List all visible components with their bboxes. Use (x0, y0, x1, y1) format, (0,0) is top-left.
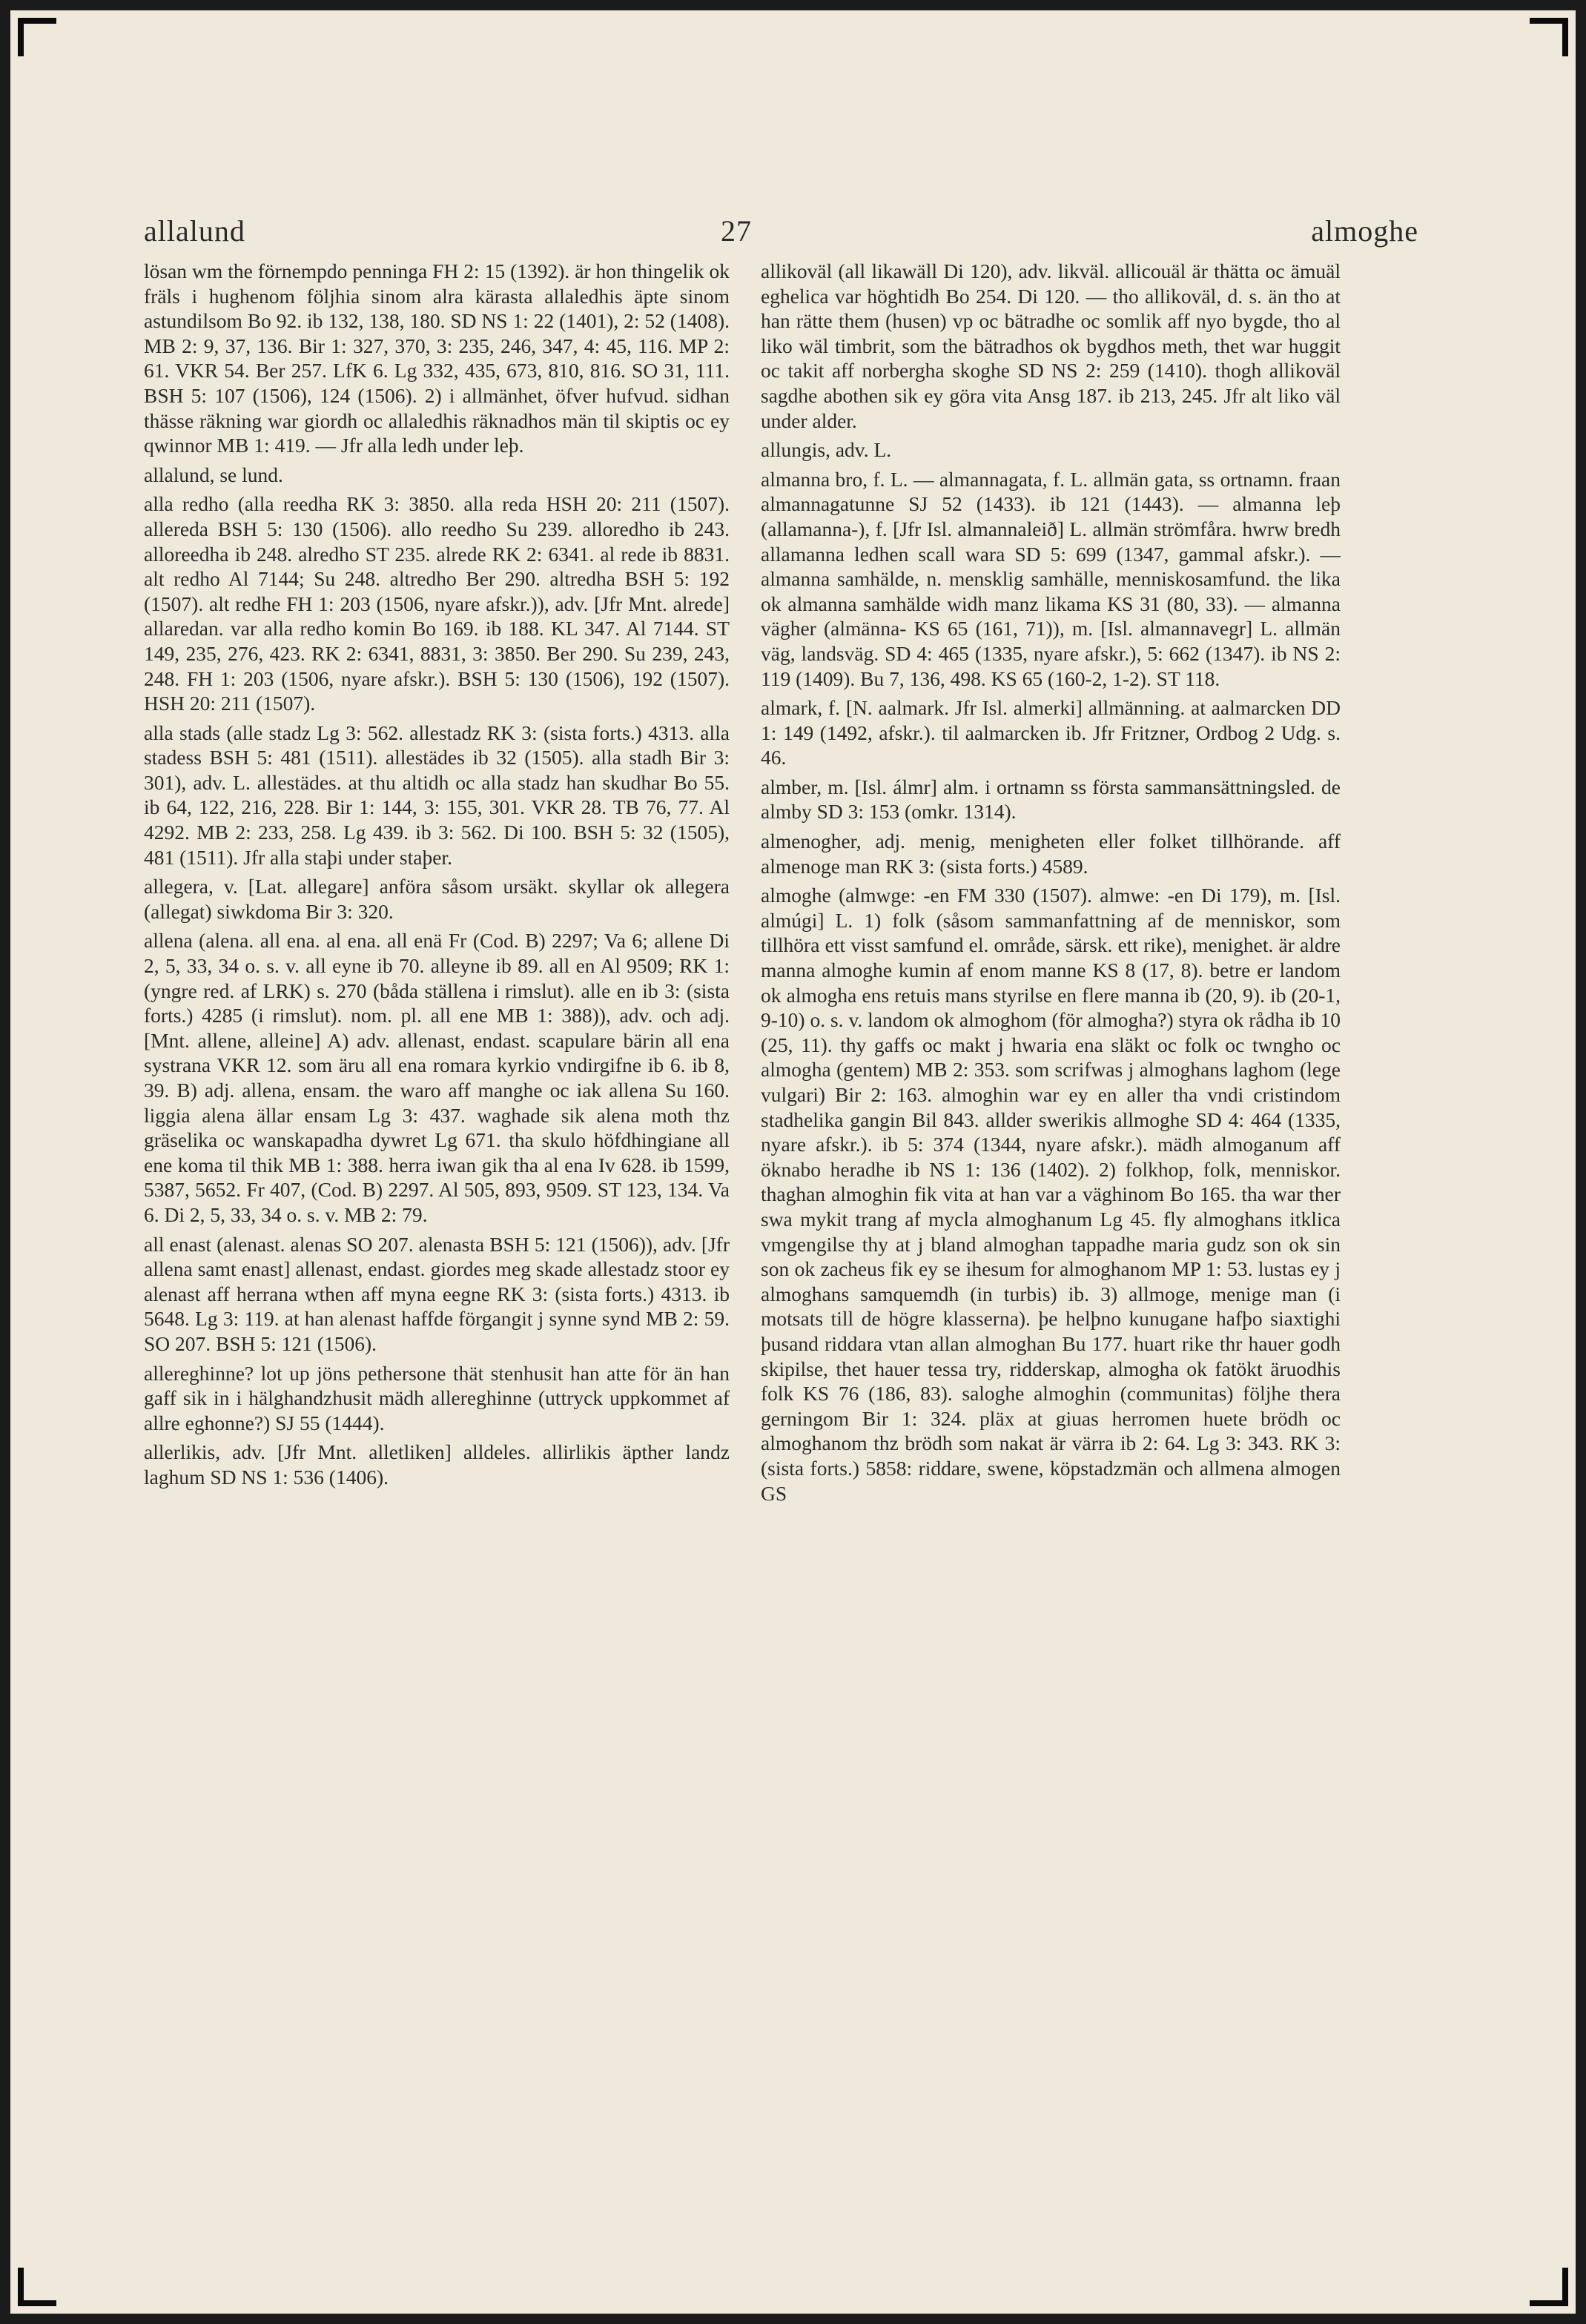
entry-allikoval: allikoväl (all likawäll Di 120), adv. likväl. allicouäl är thätta oc ämuäl eghelica var höghtidh Bo 254. Di 120. — tho allikoväl, d. s. än tho at han rätte them (husen) vp oc bätradhe oc somlik aff nyo bygde, tho al liko wäl timbrit, som the bätradhos ok bygdhos meth, thet war huggit oc takit aff norbergha skoghe SD NS 2: 259 (1410). thogh allikoväl sagdhe abothen sik ey göra vita Ansg 187. ib 213, 245. Jfr alt liko väl under alder. (761, 259, 1341, 432)
crop-mark-top-right (1530, 18, 1568, 56)
entry-allerlikis: allerlikis, adv. [Jfr Mnt. alletliken] alldeles. allirlikis äpther landz laghum SD NS 1: 536 (1406). (144, 1440, 730, 1489)
entry-continuation: lösan wm the förnempdo penninga FH 2: 15 (1392). är hon thingelik ok fräls i hughenom följhia sinom alra kärasta allaledhis äpte sinom astundilsom Bo 92. ib 132, 138, 180. SD NS 1: 22 (1401), 2: 52 (1408). MB 2: 9, 37, 136. Bir 1: 327, 370, 3: 235, 246, 347, 4: 45, 116. MP 2: 61. VKR 54. Ber 257. LfK 6. Lg 332, 435, 673, 810, 816. SO 31, 111. BSH 5: 107 (1506), 124 (1506). 2) i allmänhet, öfver hufvud. sidhan thässe räkning war giordh oc allaledhis räknadhos män til skiptis oc ey qwinnor MB 1: 419. — Jfr alla ledh under leþ. (144, 259, 730, 457)
entry-allena: allena (alena. all ena. al ena. all enä Fr (Cod. B) 2297; Va 6; allene Di 2, 5, 33, 34 o. s. v. all eyne ib 70. alleyne ib 89. all en Al 9509; RK 1: (yngre red. af LRK) s. 270 (båda ställena i rimslut). alle en ib 3: (sista forts.) 4285 (i rimslut). nom. pl. all ene MB 1: 388)), adv. och adj. [Mnt. allene, alleine] A) adv. allenast, endast. scapulare bärin all ena systrana VKR 12. som äru all ena romara kyrkio vndirgifne ib 6. ib 8, 39. B) adj. allena, ensam. the waro aff manghe oc iak allena Su 160. liggia alena ällar ensam Lg 3: 437. waghade sik alena moth thz gräselika oc wanskapadha dywret Lg 671. tha skulo höfdhingiane all ene koma til thik MB 1: 388. herra iwan gik tha al ena Iv 628. ib 1599, 5387, 5652. Fr 407, (Cod. B) 2297. Al 505, 893, 9509. ST 123, 134. Va 6. Di 2, 5, 33, 34 o. s. v. MB 2: 79. (144, 929, 730, 1226)
entry-allungis: allungis, adv. L. (761, 438, 892, 462)
right-column (761, 259, 1341, 2119)
crop-mark-top-left (18, 18, 56, 56)
entry-alla-redho: alla redho (alla reedha RK 3: 3850. alla reda HSH 20: 211 (1507). allereda BSH 5: 130 (1506). allo reedho Su 239. alloredho ib 243. alloreedha ib 248. alredho ST 235. alrede RK 2: 6341. al rede ib 8831. alt redho Al 7144; Su 248. altredho Ber 290. altredha BSH 5: 192 (1507). alt redhe FH 1: 203 (1506, nyare afskr.)), adv. [Jfr Mnt. alrede] allaredan. var alla redho komin Bo 169. ib 188. KL 347. Al 7144. ST 149, 235, 276, 423. RK 2: 6341, 8831, 3: 3850. Ber 290. Su 239, 243, 248. FH 1: 203 (1506, nyare afskr.). BSH 5: 130 (1506), 192 (1507). HSH 20: 211 (1507). (144, 492, 730, 715)
entry-allalund: allalund, se lund. (144, 463, 283, 486)
entry-almenogher: almenogher, adj. menig, menigheten eller folket tillhörande. aff almenoge man RK 3: (sista forts.) 4589. (761, 830, 1341, 878)
entry-all-enast: all enast (alenast. alenas SO 207. alenasta BSH 5: 121 (1506)), adv. [Jfr allena samt enast] allenast, endast. giordes meg skade allestadz stoor ey alenast aff herrana wthen aff myna eegne RK 3: (sista forts.) 4313. ib 5648. Lg 3: 119. at han alenast haffde förgangit j synne synd MB 2: 59. SO 207. BSH 5: 121 (1506). (144, 1232, 730, 1355)
running-head-left: allalund (144, 214, 245, 248)
entry-almanna-bro: almanna bro, f. L. — almannagata, f. L. allmän gata, ss ortnamn. fraan almannagatunne SJ 52 (1433). ib 121 (1443). — almanna leþ (allamanna-), f. [Jfr Isl. almannaleið] L. allmän strömfåra. hwrw bredh allamanna ledhen scall wara SD 5: 699 (1347, gammal afskr.). — almanna samhälde, n. mensklig samhälle, menniskosamfund. the lika ok almanna samhälde widh manz likama KS 31 (80, 33). — almanna vägher (almänna- KS 65 (161, 71)), m. [Isl. almannavegr] L. allmän väg, landsväg. SD 4: 465 (1335, nyare afskr.), 5: 662 (1347). ib NS 2: 119 (1409). Bu 7, 136, 498. KS 65 (160-2, 1-2). ST 118. (761, 467, 1341, 690)
left-column (144, 259, 730, 2119)
dictionary-page (10, 10, 1576, 2314)
entry-almark: almark, f. [N. aalmark. Jfr Isl. almerki] allmänning. at aalmarcken DD 1: 149 (1492, afskr.). til aalmarcken ib. Jfr Fritzner, Ordbog 2 Udg. s. 46. (761, 696, 1341, 769)
running-head-right: almoghe (1311, 214, 1418, 248)
crop-mark-bottom-left (18, 2268, 56, 2306)
entry-allereghinne: allereghinne? lot up jöns pethersone thät stenhusit han atte för än han gaff sik in i hälghandzhusit mädh allereghinne (uttryck uppkommet af allre eghonne?) SJ 55 (1444). (144, 1361, 730, 1434)
entry-almber: almber, m. [Isl. álmr] alm. i ortnamn ss första sammansättningsled. de almby SD 3: 153 (omkr. 1314). (761, 775, 1341, 824)
crop-mark-bottom-right (1530, 2268, 1568, 2306)
entry-almoghe: almoghe (almwge: -en FM 330 (1507). almwe: -en Di 179), m. [Isl. almúgi] L. 1) folk (såsom sammanfattning af de menniskor, som tillhöra ett visst samfund el. område, särsk. ett rike), menighet. är aldre manna almoghe kumin af enom manne KS 8 (17, 8). betre er landom ok almogha ens retuis mans styrilse en flere manna ib (20, 9). ib (20-1, 9-10) o. s. v. landom ok almoghom (för almogha?) styra ok rådha ib 10 (25, 11). thy gaffs oc makt j hwaria ena släkt oc folk oc twngho oc almogha (gentem) MB 2: 353. som scrifwas j almoghans laghom (lege vulgari) Bir 2: 163. almoghin war ey en aller tha vndi cristindom stadhelika gangin Bil 843. allder swerikis allmoghe SD 4: 464 (1335, nyare afskr.). ib 5: 374 (1344, nyare afskr.). mädh almoganum aff öknabo heradhe ib NS 1: 136 (1402). 2) folkhop, folk, menniskor. thaghan almoghin fik vita at han var a väghinom Bo 165. tha war ther swa mykit trang af mycla almoghanum Lg 45. fly almoghans itklica vmgengilse thy at j bland almoghan tappadhe maria gudz son ok sin son ok zacheus fik ey se ihesum for almoghanom MP 1: 53. lustas ey j almoghans samquemdh (in turbis) ib. 3) allmoge, menige man (i motsats till de högre klasserna). þe helþno kunugane hafþo siaxtighi þusand riddara vtan allan almoghan Bu 177. huart rike thr hauer godh skipilse, thet hauer tessa try, ridderskap, almogha ok fatökt äruodhis folk KS 76 (186, 83). saloghe almoghin (communitas) följhe thera gerningom Bir 1: 324. pläx at giuas herromen huete brödh oc almoghanom thz brödh som nakat är värra ib 2: 64. Lg 3: 343. RK 3: (sista forts.) 5858: riddare, swene, köpstadzmän och allmena almogen GS (761, 884, 1341, 1505)
page-number: 27 (721, 214, 752, 248)
entry-allegera: allegera, v. [Lat. allegare] anföra såsom ursäkt. skyllar ok allegera (allegat) siwkdoma Bir 3: 320. (144, 875, 730, 923)
entry-alla-stads: alla stads (alle stadz Lg 3: 562. allestadz RK 3: (sista forts.) 4313. alla stadess BSH 5: 481 (1511). allestädes ib 32 (1505). alla stadh Bir 3: 301), adv. L. allestädes. at thu altidh oc alla stadz han skudhar Bo 55. ib 64, 122, 216, 228. Bir 1: 144, 3: 155, 301. VKR 28. TB 76, 77. Al 4292. MB 2: 233, 258. Lg 439. ib 3: 562. Di 100. BSH 5: 32 (1505), 481 (1511). Jfr alla staþi under staþer. (144, 721, 730, 869)
